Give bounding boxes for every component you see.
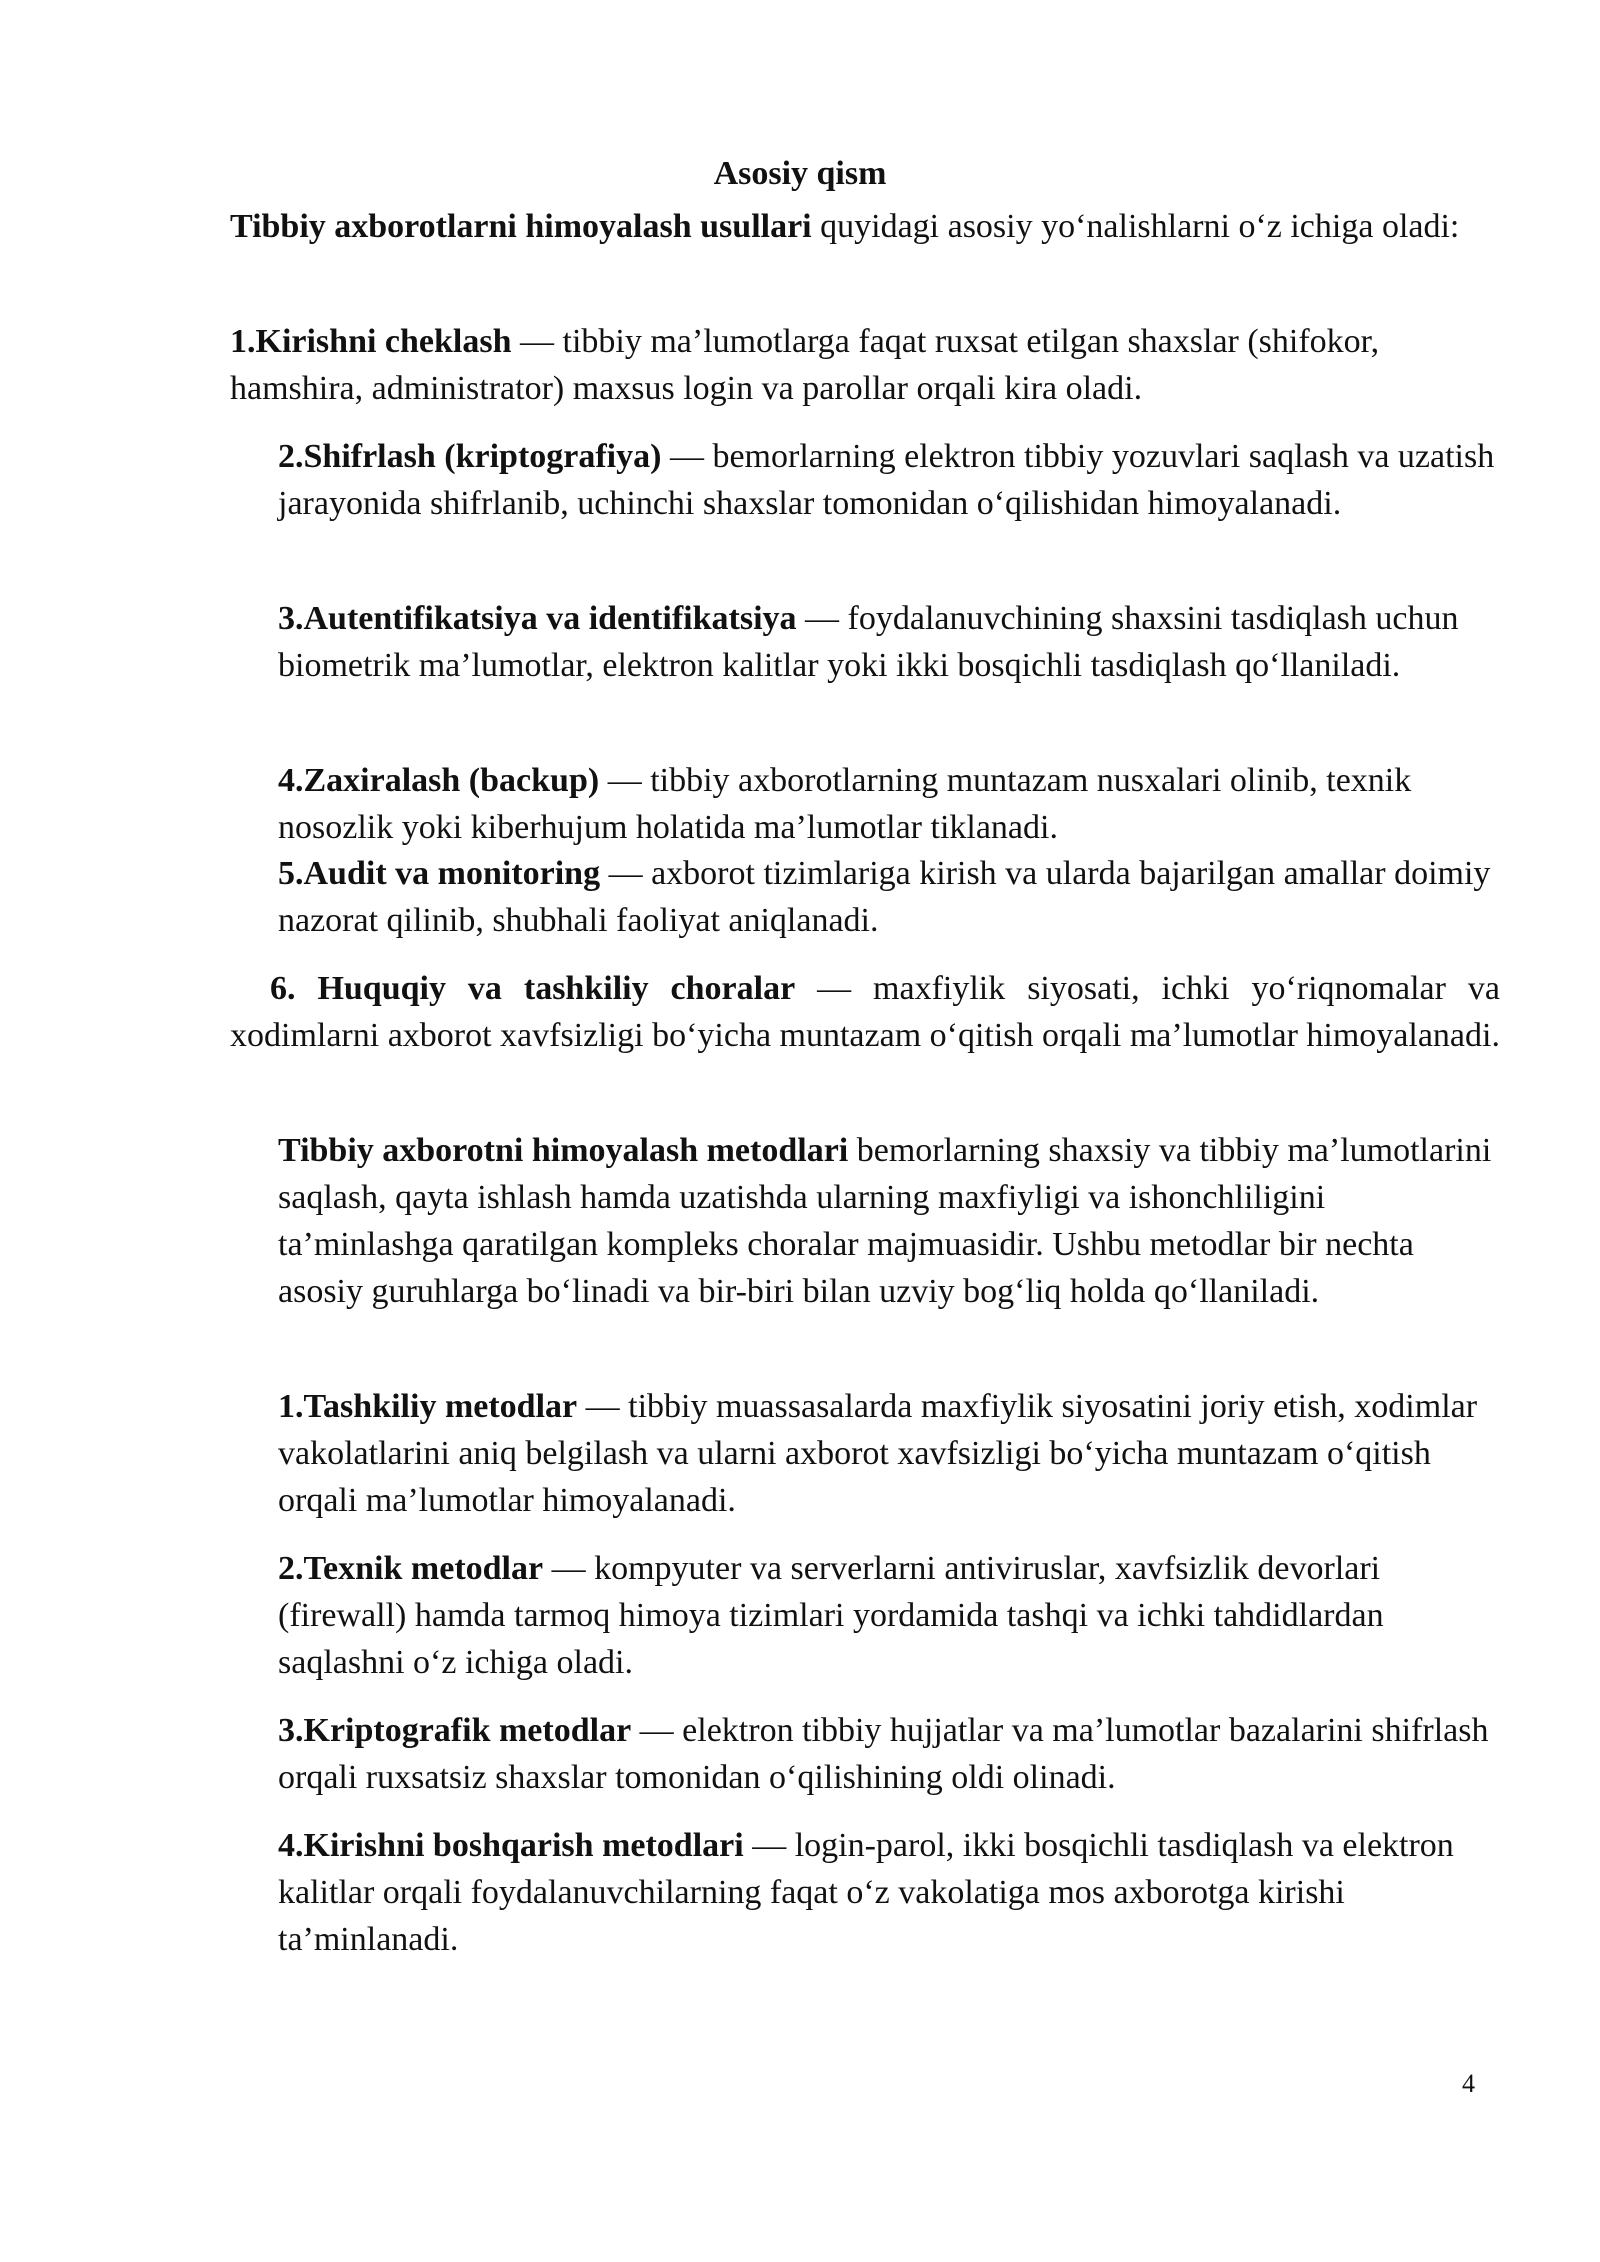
usul-text: — foydalanuvchining shaxsini tasdiqlash uchun biometrik ma’lumotlar, elektron kalitlar yoki ikki bosqichli tasdiqlash qo‘llaniladi.: [278, 600, 1459, 684]
metodlar-intro-term: Tibbiy axborotni himoyalash metodlari: [278, 1132, 849, 1169]
usul-item-2: [278, 433, 1500, 527]
page-number: 4: [1462, 2069, 1475, 2098]
intro-term: Tibbiy axborotlarni himoyalash usullari: [230, 208, 812, 245]
usul-term: 5.Audit va monitoring: [278, 855, 601, 892]
metod-term: 3.Kriptografik metodlar: [278, 1712, 632, 1749]
metod-term: 1.Tashkiliy metodlar: [278, 1388, 578, 1425]
metod-item-4: [278, 1822, 1500, 1963]
usul-text: — tibbiy axborotlarning muntazam nusxalari olinib, texnik nosozlik yoki kiberhujum holatida ma’lumotlar tiklanadi.: [278, 762, 1412, 846]
metod-text: — elektron tibbiy hujjatlar va ma’lumotlar bazalarini shifrlash orqali ruxsatsiz shaxslar tomonidan o‘qilishining oldi olinadi.: [278, 1712, 1489, 1796]
usul-item-4: [278, 757, 1500, 851]
usul-term: 4.Zaxiralash (backup): [278, 762, 600, 799]
usul-term: 3.Autentifikatsiya va identifikatsiya: [278, 600, 797, 637]
usul-item-1: [230, 318, 1500, 412]
metod-term: 4.Kirishni boshqarish metodlari: [278, 1827, 744, 1864]
intro-text: quyidagi asosiy yo‘nalishlarni o‘z ichiga oladi:: [811, 208, 1460, 245]
usul-item-3: [278, 595, 1500, 689]
metod-item-1: [278, 1383, 1500, 1524]
usul-text: — maxfiylik siyosati, ichki yo‘riqnomalar va xodimlarni axborot xavfsizligi bo‘yicha muntazam o‘qitish orqali ma’lumotlar himoyalanadi.: [230, 970, 1500, 1054]
usul-term: 2.Shifrlash (kriptografiya): [278, 438, 662, 475]
metod-text: — kompyuter va serverlarni antiviruslar, xavfsizlik devorlari (firewall) hamda tarmoq himoya tizimlari yordamida tashqi va ichki tahdidlardan saqlashni o‘z ichiga oladi.: [278, 1550, 1384, 1681]
usul-term: 6. Huquqiy va tashkiliy choralar: [270, 970, 796, 1007]
metod-text: — login-parol, ikki bosqichli tasdiqlash va elektron kalitlar orqali foydalanuvchilarning faqat o‘z vakolatiga mos axborotga kirishi ta’minlanadi.: [278, 1827, 1454, 1958]
section-heading: Asosiy qism: [713, 155, 887, 192]
metodlar-intro-text: bemorlarning shaxsiy va tibbiy ma’lumotlarini saqlash, qayta ishlash hamda uzatishda ularning maxfiyligi va ishonchliligini ta’minlashga qaratilgan kompleks choralar majmuasidir. Ushbu metodlar bir nechta asosiy guruhlarga bo‘linadi va bir-biri bilan uzviy bog‘liq holda qo‘llaniladi.: [278, 1132, 1492, 1310]
usul-item-6: [230, 965, 1500, 1059]
metod-item-2: [278, 1545, 1500, 1686]
metod-item-3: [278, 1707, 1500, 1801]
usul-item-5: [278, 850, 1500, 944]
usul-text: — bemorlarning elektron tibbiy yozuvlari saqlash va uzatish jarayonida shifrlanib, uchinchi shaxslar tomonidan o‘qilishidan himoyalanadi.: [278, 438, 1495, 522]
metodlar-intro-paragraph: [278, 1127, 1500, 1315]
usul-text: — axborot tizimlariga kirish va ularda bajarilgan amallar doimiy nazorat qilinib, shubhali faoliyat aniqlanadi.: [278, 855, 1491, 939]
intro-paragraph: [230, 203, 1500, 250]
metod-text: — tibbiy muassasalarda maxfiylik siyosatini joriy etish, xodimlar vakolatlarini aniq belgilash va ularni axborot xavfsizligi bo‘yicha muntazam o‘qitish orqali ma’lumotlar himoyalanadi.: [278, 1388, 1478, 1519]
metod-term: 2.Texnik metodlar: [278, 1550, 544, 1587]
usul-term: 1.Kirishni cheklash: [230, 323, 512, 360]
usul-text: — tibbiy ma’lumotlarga faqat ruxsat etilgan shaxslar (shifokor, hamshira, administrator) maxsus login va parollar orqali kira oladi.: [230, 323, 1380, 407]
